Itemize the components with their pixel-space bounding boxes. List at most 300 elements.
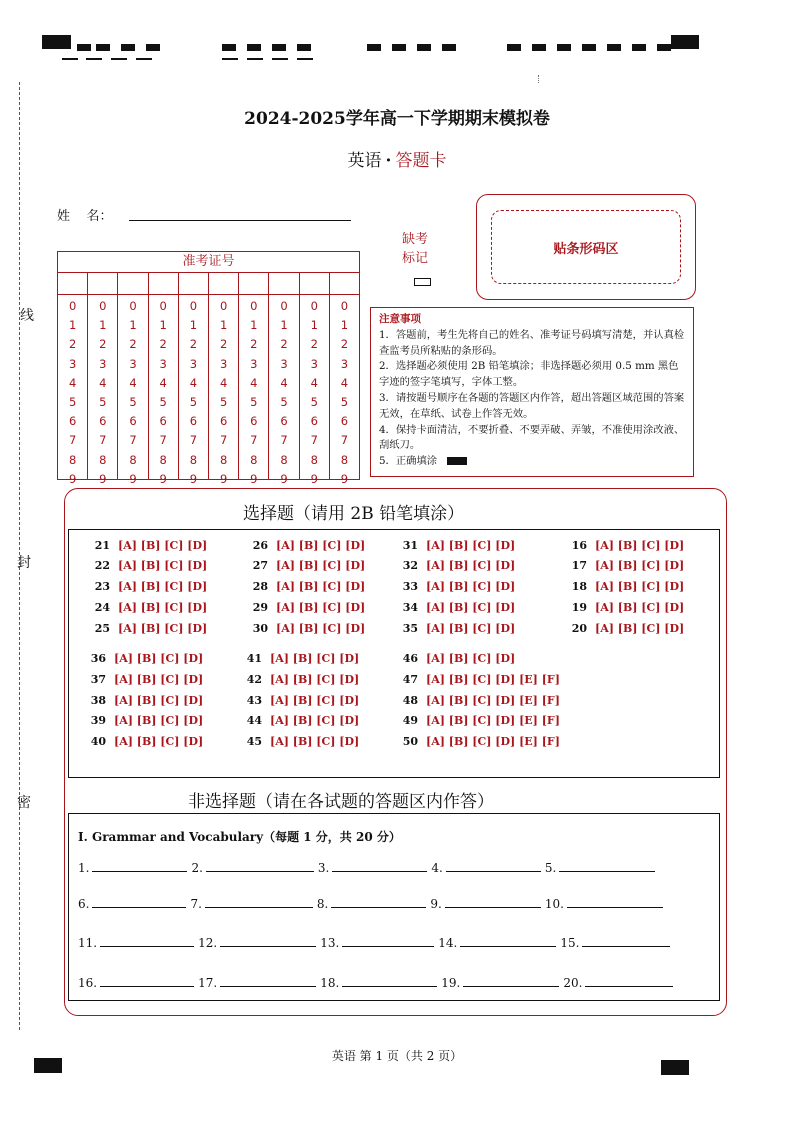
notice-item-5 <box>379 454 685 470</box>
digit-bubble[interactable]: 4 <box>189 375 198 390</box>
answer-options[interactable]: [A] [B] [C] [D] [E] [F] <box>426 735 560 748</box>
grammar-section-title: I. Grammar and Vocabulary（每题 1 分，共 20 分） <box>78 830 401 844</box>
corner-mark-top-left <box>42 35 71 49</box>
digit-bubble[interactable]: 1 <box>340 318 349 333</box>
timing-mark <box>657 44 671 51</box>
blank-number: 1. <box>78 861 90 875</box>
answer-options[interactable]: [A] [B] [C] [D] <box>270 714 360 727</box>
notice-item-1: 1．答题前，考生先将自己的姓名、准考证号码填写清楚，并认真检查监考员所粘贴的条形码。 <box>379 328 685 357</box>
filled-bubble-example <box>447 457 467 465</box>
digit-bubble[interactable]: 4 <box>219 375 228 390</box>
blank-number: 8. <box>316 897 329 911</box>
digit-bubble[interactable]: 0 <box>280 299 288 313</box>
exam-number-write-cell[interactable] <box>179 273 209 294</box>
digit-bubble[interactable]: 7 <box>68 433 77 448</box>
digit-bubble[interactable]: 5 <box>250 395 258 410</box>
exam-number-column <box>330 295 359 486</box>
blank-item <box>431 860 544 875</box>
answer-blank[interactable] <box>445 896 541 908</box>
digit-bubble[interactable]: 3 <box>250 356 258 371</box>
digit-bubble[interactable]: 5 <box>340 395 349 410</box>
timing-mark <box>121 44 135 51</box>
digit-bubble[interactable]: 3 <box>340 356 349 371</box>
answer-options[interactable]: [A] [B] [C] [D] <box>114 673 204 686</box>
answer-blank[interactable] <box>460 935 556 947</box>
digit-bubble[interactable]: 7 <box>99 433 107 448</box>
digit-bubble[interactable]: 4 <box>280 375 288 390</box>
answer-options[interactable]: [A] [B] [C] [D] <box>118 580 208 593</box>
blank-row <box>78 935 674 950</box>
answer-options[interactable]: [A] [B] [C] [D] <box>270 694 360 707</box>
blank-item <box>545 896 667 911</box>
digit-bubble[interactable]: 1 <box>219 318 228 333</box>
question-number: 19 <box>571 601 587 614</box>
mc-question-19 <box>569 601 684 614</box>
digit-bubble[interactable]: 8 <box>340 452 349 467</box>
mc-question-20 <box>569 622 684 635</box>
exam-number-write-cells <box>58 273 359 295</box>
mc-question-38 <box>88 694 203 707</box>
digit-bubble[interactable]: 7 <box>129 433 137 448</box>
digit-bubble[interactable]: 6 <box>250 414 258 429</box>
timing-mark <box>247 44 261 51</box>
blank-number: 18. <box>320 976 340 990</box>
digit-bubble[interactable]: 4 <box>310 375 318 390</box>
question-number: 25 <box>94 622 110 635</box>
answer-blank[interactable] <box>463 975 559 987</box>
digit-bubble[interactable]: 1 <box>159 318 167 333</box>
digit-bubble[interactable]: 3 <box>129 356 137 371</box>
digit-bubble[interactable]: 7 <box>219 433 228 448</box>
digit-bubble[interactable]: 3 <box>219 356 228 371</box>
digit-bubble[interactable]: 3 <box>280 356 288 371</box>
digit-bubble[interactable]: 5 <box>99 395 107 410</box>
digit-bubble[interactable]: 1 <box>189 318 198 333</box>
timing-dash <box>222 58 238 60</box>
digit-bubble[interactable]: 0 <box>68 299 77 313</box>
digit-bubble[interactable]: 5 <box>159 395 167 410</box>
digit-bubble[interactable]: 2 <box>129 337 137 352</box>
digit-bubble[interactable]: 1 <box>280 318 288 333</box>
digit-bubble[interactable]: 8 <box>310 452 318 467</box>
digit-bubble[interactable]: 5 <box>310 395 318 410</box>
timing-mark <box>297 44 311 51</box>
timing-mark <box>222 44 236 51</box>
digit-bubble[interactable]: 9 <box>280 471 288 486</box>
timing-dash <box>62 58 78 60</box>
digit-bubble[interactable]: 9 <box>219 471 228 486</box>
blank-item <box>438 935 560 950</box>
blank-row <box>78 896 667 911</box>
timing-dash <box>297 58 313 60</box>
timing-mark <box>442 44 456 51</box>
digit-bubble[interactable]: 0 <box>310 299 318 313</box>
answer-options[interactable]: [A] [B] [C] [D] [E] [F] <box>426 694 560 707</box>
digit-bubble[interactable]: 6 <box>340 414 349 429</box>
timing-mark <box>77 44 91 51</box>
answer-blank[interactable] <box>342 935 434 947</box>
digit-bubble[interactable]: 9 <box>159 471 167 486</box>
digit-bubble[interactable]: 5 <box>219 395 228 410</box>
digit-bubble[interactable]: 9 <box>340 471 349 486</box>
blank-number: 13. <box>320 936 340 950</box>
blank-number: 15. <box>560 936 580 950</box>
exam-number-write-cell[interactable] <box>149 273 179 294</box>
digit-bubble[interactable]: 5 <box>129 395 137 410</box>
notice-item-2: 2．选择题必须使用 2B 铅笔填涂；非选择题必须用 0.5 mm 黑色字迹的签字笔填写，字体工整。 <box>379 360 679 389</box>
answer-options[interactable]: [A] [B] [C] [D] <box>595 580 685 593</box>
mc-question-48 <box>400 694 560 707</box>
digit-bubble[interactable]: 4 <box>250 375 258 390</box>
question-number: 27 <box>252 559 268 572</box>
answer-blank[interactable] <box>332 860 427 872</box>
answer-options[interactable]: [A] [B] [C] [D] <box>118 601 208 614</box>
question-number: 22 <box>94 559 110 572</box>
question-number: 26 <box>252 539 268 552</box>
blank-number: 12. <box>198 936 218 950</box>
digit-bubble[interactable]: 2 <box>99 337 107 352</box>
blank-item <box>563 975 677 990</box>
answer-options[interactable]: [A] [B] [C] [D] <box>426 559 516 572</box>
timing-mark <box>557 44 571 51</box>
digit-bubble[interactable]: 8 <box>189 452 198 467</box>
answer-blank[interactable] <box>205 896 313 908</box>
answer-options[interactable]: [A] [B] [C] [D] <box>114 652 204 665</box>
question-number: 21 <box>94 539 110 552</box>
answer-options[interactable]: [A] [B] [C] [D] <box>118 622 208 635</box>
question-number: 24 <box>94 601 110 614</box>
digit-bubble[interactable]: 0 <box>340 299 349 313</box>
answer-blank[interactable] <box>446 860 541 872</box>
digit-bubble[interactable]: 5 <box>189 395 198 410</box>
blank-item <box>78 935 198 950</box>
answer-options[interactable]: [A] [B] [C] [D] <box>114 714 204 727</box>
digit-bubble[interactable]: 9 <box>310 471 318 486</box>
answer-options[interactable]: [A] [B] [C] [D] <box>270 652 360 665</box>
digit-bubble[interactable]: 8 <box>99 452 107 467</box>
question-number: 44 <box>246 714 262 727</box>
digit-bubble[interactable]: 8 <box>159 452 167 467</box>
blank-item <box>317 896 430 911</box>
digit-bubble[interactable]: 1 <box>99 318 107 333</box>
question-number: 29 <box>252 601 268 614</box>
timing-mark <box>532 44 546 51</box>
digit-bubble[interactable]: 7 <box>340 433 349 448</box>
mc-question-29 <box>250 601 365 614</box>
digit-bubble[interactable]: 0 <box>129 299 137 313</box>
answer-blank[interactable] <box>206 860 314 872</box>
absent-mark-box[interactable] <box>414 278 431 286</box>
digit-bubble[interactable]: 4 <box>99 375 107 390</box>
timing-dash <box>247 58 263 60</box>
digit-bubble[interactable]: 3 <box>189 356 198 371</box>
answer-options[interactable]: [A] [B] [C] [D] <box>276 601 366 614</box>
mc-question-40 <box>88 735 203 748</box>
mc-question-28 <box>250 580 365 593</box>
digit-bubble[interactable]: 1 <box>129 318 137 333</box>
blank-number: 19. <box>441 976 461 990</box>
digit-bubble[interactable]: 4 <box>68 375 77 390</box>
side-label-xian: 线 <box>20 308 34 324</box>
answer-options[interactable]: [A] [B] [C] [D] <box>426 580 516 593</box>
answer-options[interactable]: [A] [B] [C] [D] <box>114 735 204 748</box>
blank-row <box>78 975 677 990</box>
timing-dash <box>111 58 127 60</box>
mc-question-47 <box>400 673 560 686</box>
mc-question-18 <box>569 580 684 593</box>
digit-bubble[interactable]: 9 <box>68 471 77 486</box>
digit-bubble[interactable]: 6 <box>310 414 318 429</box>
notice-title: 注意事项 <box>379 313 421 325</box>
blank-number: 9. <box>430 897 442 911</box>
exam-number-write-cell[interactable] <box>58 273 88 294</box>
digit-bubble[interactable]: 7 <box>280 433 288 448</box>
mc-question-50 <box>400 735 560 748</box>
mc-question-35 <box>400 622 515 635</box>
exam-number-bubble-columns <box>58 295 359 486</box>
answer-options[interactable]: [A] [B] [C] [D] <box>270 735 360 748</box>
mc-question-41 <box>244 652 359 665</box>
digit-bubble[interactable]: 8 <box>129 452 137 467</box>
answer-blank[interactable] <box>100 975 194 987</box>
blank-row <box>78 860 659 875</box>
side-label-mi: 密 <box>17 795 31 811</box>
digit-bubble[interactable]: 9 <box>189 471 198 486</box>
answer-options[interactable]: [A] [B] [C] [D] <box>276 622 366 635</box>
question-number: 38 <box>90 694 106 707</box>
timing-mark <box>607 44 621 51</box>
mc-question-24 <box>92 601 207 614</box>
question-number: 23 <box>94 580 110 593</box>
mc-question-44 <box>244 714 359 727</box>
answer-options[interactable]: [A] [B] [C] [D] <box>118 539 208 552</box>
timing-mark <box>96 44 110 51</box>
blank-number: 14. <box>438 936 458 950</box>
digit-bubble[interactable]: 1 <box>250 318 258 333</box>
digit-bubble[interactable]: 7 <box>310 433 318 448</box>
digit-bubble[interactable]: 4 <box>129 375 137 390</box>
question-number: 31 <box>402 539 418 552</box>
absent-mark-label <box>402 230 428 268</box>
notice-box <box>370 307 694 477</box>
digit-bubble[interactable]: 0 <box>189 299 198 313</box>
digit-bubble[interactable]: 1 <box>310 318 318 333</box>
digit-bubble[interactable]: 7 <box>189 433 198 448</box>
blank-number: 2. <box>191 861 203 875</box>
exam-subtitle <box>0 146 794 171</box>
timing-mark <box>392 44 406 51</box>
question-number: 41 <box>246 652 262 665</box>
blank-item <box>191 860 317 875</box>
answer-options[interactable]: [A] [B] [C] [D] <box>595 622 685 635</box>
timing-mark <box>507 44 521 51</box>
answer-options[interactable]: [A] [B] [C] [D] <box>595 601 685 614</box>
question-number: 16 <box>571 539 587 552</box>
answer-options[interactable]: [A] [B] [C] [D] <box>426 652 516 665</box>
digit-bubble[interactable]: 4 <box>159 375 167 390</box>
mc-question-31 <box>400 539 515 552</box>
digit-bubble[interactable]: 1 <box>68 318 77 333</box>
question-number: 18 <box>571 580 587 593</box>
digit-bubble[interactable]: 6 <box>159 414 167 429</box>
digit-bubble[interactable]: 6 <box>129 414 137 429</box>
digit-bubble[interactable]: 2 <box>340 337 349 352</box>
answer-options[interactable]: [A] [B] [C] [D] <box>426 539 516 552</box>
answer-blank[interactable] <box>220 935 316 947</box>
timing-mark <box>367 44 381 51</box>
digit-bubble[interactable]: 8 <box>219 452 228 467</box>
mc-question-39 <box>88 714 203 727</box>
exam-number-write-cell[interactable] <box>269 273 299 294</box>
digit-bubble[interactable]: 9 <box>99 471 107 486</box>
answer-options[interactable]: [A] [B] [C] [D] <box>114 694 204 707</box>
mc-question-21 <box>92 539 207 552</box>
blank-item <box>78 860 191 875</box>
answer-blank[interactable] <box>582 935 670 947</box>
digit-bubble[interactable]: 5 <box>68 395 77 410</box>
mc-heading: 选择题（请用 2B 铅笔填涂） <box>243 504 465 524</box>
digit-bubble[interactable]: 2 <box>159 337 167 352</box>
digit-bubble[interactable]: 6 <box>280 414 288 429</box>
exam-number-column <box>118 295 148 486</box>
timing-mark <box>632 44 646 51</box>
digit-bubble[interactable]: 6 <box>68 414 77 429</box>
exam-number-column <box>209 295 239 486</box>
blank-number: 6. <box>78 897 90 911</box>
notice-item-3: 3．请按题号顺序在各题的答题区内作答，超出答题区域范围的答案无效，在草纸、试卷上作答无效。 <box>379 391 685 420</box>
answer-blank[interactable] <box>342 975 437 987</box>
answer-blank[interactable] <box>220 975 316 987</box>
card-type-label: 答题卡 <box>395 151 447 171</box>
blank-item <box>441 975 563 990</box>
barcode-paste-zone <box>491 210 681 284</box>
digit-bubble[interactable]: 2 <box>280 337 288 352</box>
exam-number-write-cell[interactable] <box>330 273 359 294</box>
mc-question-17 <box>569 559 684 572</box>
answer-options[interactable]: [A] [B] [C] [D] <box>276 580 366 593</box>
blank-item <box>78 896 190 911</box>
digit-bubble[interactable]: 2 <box>219 337 228 352</box>
digit-bubble[interactable]: 0 <box>159 299 167 313</box>
page-footer: 英语 第 1 页（共 2 页） <box>331 1049 463 1063</box>
blank-item <box>560 935 674 950</box>
answer-options[interactable]: [A] [B] [C] [D] <box>276 539 366 552</box>
digit-bubble[interactable]: 3 <box>159 356 167 371</box>
digit-bubble[interactable]: 0 <box>250 299 258 313</box>
timing-mark <box>272 44 286 51</box>
blank-number: 11. <box>78 936 98 950</box>
subject-label: 英语 <box>347 151 382 171</box>
exam-number-write-cell[interactable] <box>239 273 269 294</box>
answer-options[interactable]: [A] [B] [C] [D] <box>426 601 516 614</box>
answer-blank[interactable] <box>567 896 663 908</box>
mc-question-36 <box>88 652 203 665</box>
blank-number: 17. <box>198 976 218 990</box>
digit-bubble[interactable]: 9 <box>250 471 258 486</box>
answer-options[interactable]: [A] [B] [C] [D] <box>595 539 685 552</box>
digit-bubble[interactable]: 8 <box>280 452 288 467</box>
fill-example-label: 5．正确填涂 <box>379 455 438 468</box>
digit-bubble[interactable]: 2 <box>189 337 198 352</box>
answer-options[interactable]: [A] [B] [C] [D] [E] [F] <box>426 714 560 727</box>
question-number: 30 <box>252 622 268 635</box>
exam-number-column <box>269 295 299 486</box>
answer-options[interactable]: [A] [B] [C] [D] <box>276 559 366 572</box>
question-number: 49 <box>402 714 418 727</box>
digit-bubble[interactable]: 7 <box>159 433 167 448</box>
blank-item <box>198 935 320 950</box>
digit-bubble[interactable]: 4 <box>340 375 349 390</box>
exam-number-write-cell[interactable] <box>118 273 148 294</box>
name-field[interactable] <box>129 220 351 221</box>
digit-bubble[interactable]: 8 <box>68 452 77 467</box>
digit-bubble[interactable]: 7 <box>250 433 258 448</box>
digit-bubble[interactable]: 3 <box>99 356 107 371</box>
question-number: 40 <box>90 735 106 748</box>
digit-bubble[interactable]: 6 <box>189 414 198 429</box>
title-separator: · <box>385 151 392 171</box>
digit-bubble[interactable]: 6 <box>219 414 228 429</box>
question-number: 28 <box>252 580 268 593</box>
digit-bubble[interactable]: 0 <box>99 299 107 313</box>
digit-bubble[interactable]: 9 <box>129 471 137 486</box>
answer-blank[interactable] <box>100 935 194 947</box>
timing-mark <box>582 44 596 51</box>
digit-bubble[interactable]: 6 <box>99 414 107 429</box>
question-number: 42 <box>246 673 262 686</box>
answer-options[interactable]: [A] [B] [C] [D] <box>270 673 360 686</box>
digit-bubble[interactable]: 3 <box>68 356 77 371</box>
digit-bubble[interactable]: 3 <box>310 356 318 371</box>
blank-number: 10. <box>544 897 564 911</box>
exam-number-column <box>149 295 179 486</box>
answer-blank[interactable] <box>92 860 187 872</box>
digit-bubble[interactable]: 2 <box>68 337 77 352</box>
blank-number: 20. <box>563 976 583 990</box>
exam-number-label: 准考证号 <box>58 252 359 273</box>
tiny-dots <box>538 75 541 83</box>
blank-number: 4. <box>431 861 443 875</box>
exam-number-write-cell[interactable] <box>88 273 118 294</box>
blank-item <box>318 860 431 875</box>
answer-options[interactable]: [A] [B] [C] [D] [E] [F] <box>426 673 560 686</box>
timing-dash <box>136 58 152 60</box>
blank-number: 5. <box>544 861 557 875</box>
answer-blank[interactable] <box>585 975 673 987</box>
answer-options[interactable]: [A] [B] [C] [D] <box>426 622 516 635</box>
mc-question-45 <box>244 735 359 748</box>
blank-number: 16. <box>78 976 98 990</box>
question-number: 46 <box>402 652 418 665</box>
blank-item <box>545 860 659 875</box>
digit-bubble[interactable]: 8 <box>250 452 258 467</box>
question-number: 48 <box>402 694 418 707</box>
exam-number-column <box>88 295 118 486</box>
exam-number-column <box>58 295 88 486</box>
answer-blank[interactable] <box>92 896 186 908</box>
answer-blank[interactable] <box>331 896 426 908</box>
digit-bubble[interactable]: 0 <box>219 299 228 313</box>
answer-options[interactable]: [A] [B] [C] [D] <box>595 559 685 572</box>
exam-number-write-cell[interactable] <box>300 273 330 294</box>
answer-options[interactable]: [A] [B] [C] [D] <box>118 559 208 572</box>
digit-bubble[interactable]: 5 <box>280 395 288 410</box>
digit-bubble[interactable]: 2 <box>310 337 318 352</box>
timing-mark <box>417 44 431 51</box>
answer-blank[interactable] <box>559 860 655 872</box>
digit-bubble[interactable]: 2 <box>250 337 258 352</box>
exam-number-write-cell[interactable] <box>209 273 239 294</box>
